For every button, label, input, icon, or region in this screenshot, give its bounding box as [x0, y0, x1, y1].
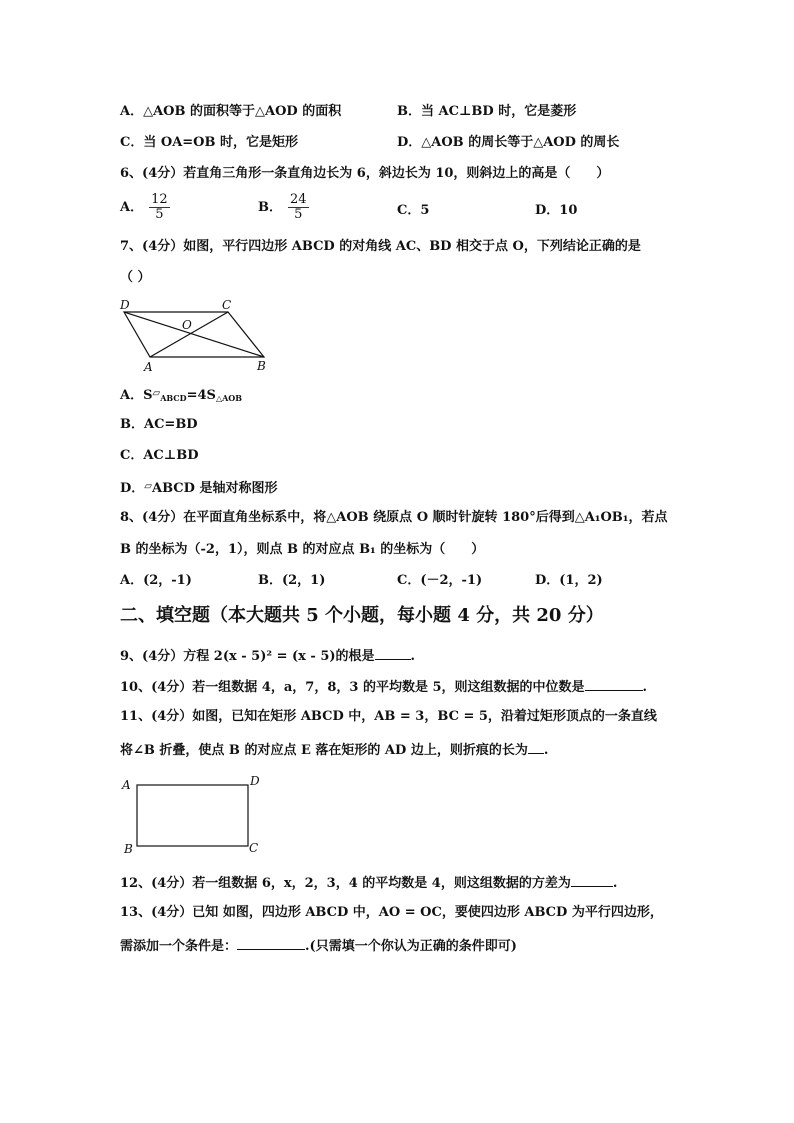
- q5-option-b: B．当 AC⊥BD 时，它是菱形: [397, 104, 577, 119]
- section-2-heading: 二、填空题（本大题共 5 个小题，每小题 4 分，共 20 分）: [120, 605, 604, 626]
- q9-stem: 9、(4分）方程 2(x - 5)² = (x - 5)的根是: [120, 649, 375, 664]
- q9-end: .: [410, 649, 416, 664]
- q12: [120, 873, 617, 893]
- q5-option-a: A．△AOB 的面积等于△AOD 的面积: [120, 104, 342, 119]
- q7-diagonal-bd: [124, 312, 264, 357]
- q11-label-a: A: [122, 778, 131, 792]
- q6-option-a-fraction: [149, 193, 170, 222]
- q6-option-a-denominator: 5: [155, 207, 164, 222]
- q13-answer-blank[interactable]: [237, 936, 305, 950]
- q11-answer-blank[interactable]: [528, 740, 544, 754]
- q7-option-d-prefix: D．: [120, 481, 145, 496]
- q7-label-c: C: [222, 298, 232, 312]
- q12-stem: 12、(4分）若一组数据 6，x，2，3，4 的平均数是 4，则这组数据的方差为: [120, 876, 571, 891]
- q7-option-a-sub2: △AOB: [215, 393, 243, 403]
- q6-option-b-denominator: 5: [294, 207, 303, 222]
- q7-option-a-prefix: A．S: [120, 388, 153, 403]
- q7-label-a: A: [144, 360, 153, 374]
- q7-option-b: B．AC=BD: [120, 417, 198, 432]
- q13-line-2: [120, 936, 517, 956]
- q7-option-a-sub1: ABCD: [160, 393, 187, 403]
- q7-parallelogram-figure: [114, 296, 274, 376]
- q7-label-b: B: [257, 359, 266, 373]
- parallelogram-symbol-icon: ▱: [152, 388, 161, 399]
- q6-stem: 6、(4分）若直角三角形一条直角边长为 6，斜边长为 10，则斜边上的高是（ ）: [120, 166, 610, 181]
- q11-end: .: [543, 743, 549, 758]
- q13-stem: 13、(4分）已知 如图，四边形 ABCD 中，AO = OC，要使四边形 ABCD 为平行四边形，: [120, 905, 663, 920]
- q11-rectangle-figure: [118, 772, 268, 858]
- q6-option-b-fraction: [288, 193, 309, 222]
- q6-option-b: [258, 193, 309, 222]
- q6-option-a: [120, 193, 170, 222]
- q7-label-o: O: [182, 318, 192, 332]
- q12-answer-blank[interactable]: [571, 873, 613, 887]
- parallelogram-symbol-icon: ▱: [144, 481, 152, 492]
- q7-stem: 7、(4分）如图，平行四边形 ABCD 的对角线 AC、BD 相交于点 O，下列结论正确的是: [120, 239, 641, 254]
- q6-option-d: D．10: [535, 203, 578, 218]
- q6-option-b-numerator: 24: [290, 192, 307, 207]
- q6-option-a-numerator: 12: [151, 192, 168, 207]
- q7-option-d: [120, 478, 277, 498]
- q7-option-d-text: ABCD 是轴对称图形: [151, 481, 278, 496]
- q13-stem-2-suffix: .(只需填一个你认为正确的条件即可): [305, 939, 517, 954]
- q8-option-b: B．(2，1): [258, 573, 326, 588]
- q7-paren: （ ）: [120, 270, 151, 285]
- q11-label-d: D: [250, 774, 260, 788]
- q7-option-a: [120, 385, 242, 407]
- q10-end: .: [642, 680, 648, 695]
- q8-stem-2: B 的坐标为（-2，1），则点 B 的对应点 B₁ 的坐标为（ ）: [120, 542, 485, 557]
- q11-rectangle-outline: [137, 785, 248, 846]
- q8-stem: 8、(4分）在平面直角坐标系中，将△AOB 绕原点 O 顺时针旋转 180°后得到△A₁OB₁，若点: [120, 510, 668, 525]
- q11-label-c: C: [249, 841, 259, 855]
- q8-option-c: C．(－2，-1): [397, 573, 483, 588]
- q11-stem-2: 将∠B 折叠，使点 B 的对应点 E 落在矩形的 AD 边上，则折痕的长为: [120, 743, 528, 758]
- q7-option-c: C．AC⊥BD: [120, 448, 199, 463]
- q7-option-a-mid: =4S: [186, 388, 216, 403]
- q6-option-b-label: B．: [258, 200, 282, 215]
- q11-stem: 11、(4分）如图，已知在矩形 ABCD 中，AB = 3，BC = 5，沿着过矩形顶点的一条直线: [120, 709, 657, 724]
- q5-option-c: C．当 OA=OB 时，它是矩形: [120, 135, 299, 150]
- q10-answer-blank[interactable]: [585, 677, 643, 691]
- q10-stem: 10、(4分）若一组数据 4，a，7，8，3 的平均数是 5，则这组数据的中位数是: [120, 680, 585, 695]
- q13-stem-2-prefix: 需添加一个条件是：: [120, 939, 238, 954]
- q8-option-d: D．(1，2): [535, 573, 603, 588]
- q9: [120, 646, 415, 666]
- q5-option-d: D．△AOB 的周长等于△AOD 的周长: [397, 135, 620, 150]
- q10: [120, 677, 647, 697]
- q11-line-2: [120, 740, 548, 760]
- q6-option-a-label: A．: [120, 200, 144, 215]
- q9-answer-blank[interactable]: [375, 646, 411, 660]
- q6-option-c: C．5: [397, 203, 430, 218]
- q11-label-b: B: [124, 842, 133, 856]
- q12-end: .: [612, 876, 618, 891]
- q7-label-d: D: [120, 298, 130, 312]
- q8-option-a: A．(2，-1): [120, 573, 192, 588]
